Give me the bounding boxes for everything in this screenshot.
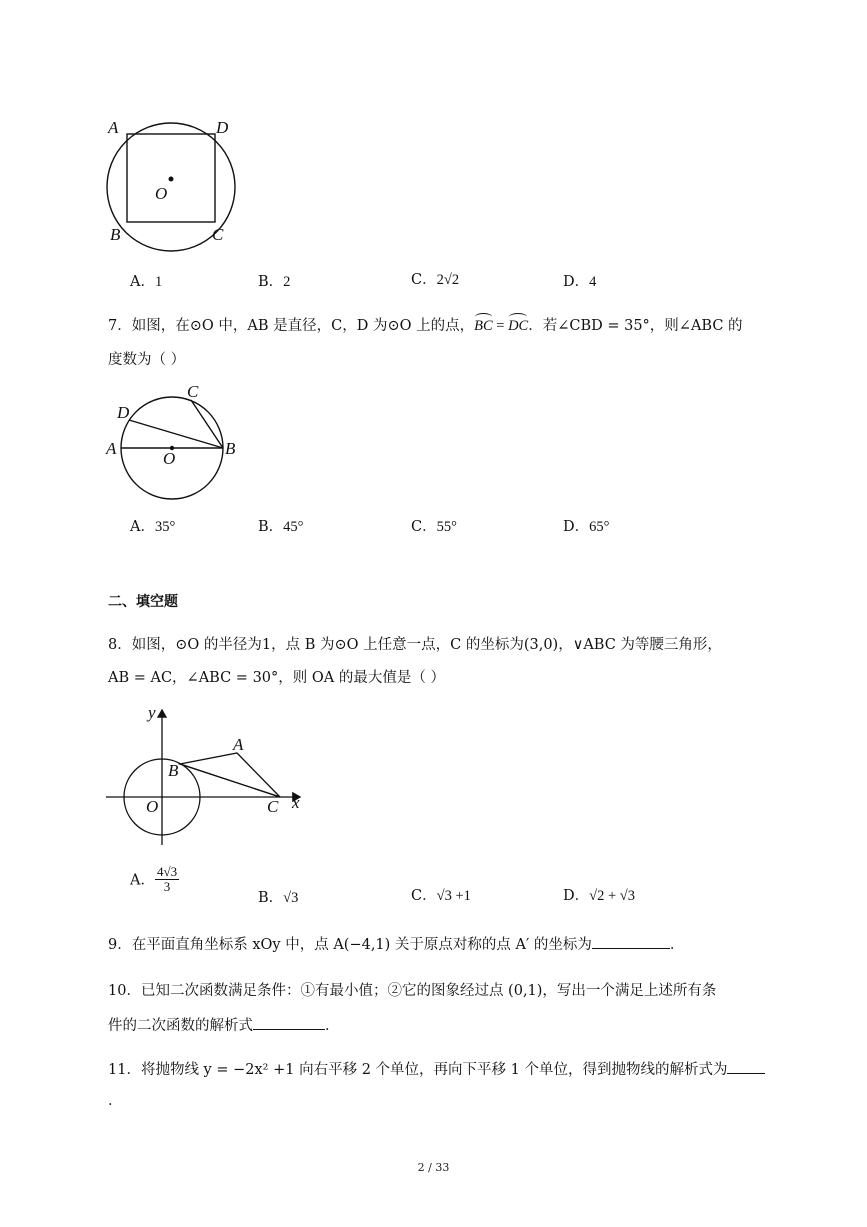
q10-text2: 件的二次函数的解析式 (108, 1018, 253, 1034)
label-d: D (117, 403, 130, 422)
q11-number: 11． (108, 1062, 141, 1078)
q6-option-c (411, 268, 459, 289)
chord-cb (191, 400, 223, 448)
label-a: A (233, 735, 244, 754)
q9-number: 9． (108, 937, 132, 953)
option-label: D． (563, 888, 590, 904)
option-label: D． (563, 274, 590, 290)
label-o: O (163, 449, 176, 468)
q9-line (108, 934, 684, 955)
option-label: C． (411, 272, 437, 288)
q7-text3: 度数为（ ） (108, 352, 186, 368)
label-c: C (267, 797, 279, 816)
q10-answer-blank[interactable] (253, 1015, 325, 1030)
q8-option-d (563, 884, 635, 905)
option-label: A． (130, 872, 155, 889)
q11-line (108, 1059, 765, 1080)
option-value: √3 +1 (436, 888, 471, 904)
q8-text1: 如图，⊙O 的半径为1，点 B 为⊙O 上任意一点，C 的坐标为(3,0)，∨ABC 为等腰三角形， (131, 637, 722, 653)
option-value: 4 (589, 274, 597, 290)
option-value: √2 + √3 (589, 888, 635, 904)
label-b: B (110, 225, 121, 244)
q6-option-d (563, 270, 596, 291)
q7-line1 (108, 317, 743, 336)
q8-option-b (258, 886, 298, 907)
label-d: D (216, 118, 229, 137)
option-value: 2√2 (436, 272, 460, 288)
q7-option-d (563, 515, 609, 536)
chord-db (129, 420, 223, 448)
q8-line1 (108, 636, 722, 655)
q11-text: 将抛物线 y = −2x² +1 向右平移 2 个单位，再向下平移 1 个单位，得到抛物线的解析式为 (140, 1062, 728, 1078)
q8-line2 (108, 669, 445, 688)
option-value: 1 (154, 274, 163, 290)
option-value: 65° (589, 519, 610, 535)
q7-number: 7． (108, 318, 132, 334)
option-value: 35° (154, 519, 176, 535)
q8-option-c (411, 884, 471, 905)
option-value: 55° (436, 519, 457, 535)
section-heading-fill-in: 二、填空题 (108, 594, 178, 610)
label-a: A (108, 118, 119, 137)
option-value: 2 (283, 274, 291, 290)
q7-option-b (258, 515, 303, 536)
q10-text1: 已知二次函数满足条件：①有最小值；②它的图象经过点 (0,1)，写出一个满足上述所有条 (140, 983, 717, 999)
q7-option-c (411, 515, 457, 536)
figure-q6-circle-square (100, 112, 250, 252)
q10-line1 (108, 982, 716, 1001)
fraction (155, 865, 179, 893)
q7-text1: 如图，在⊙O 中，AB 是直径，C，D 为⊙O 上的点， (131, 318, 475, 334)
label-b: B (168, 761, 179, 780)
option-label: B． (258, 274, 284, 290)
q8-text2: AB = AC，∠ABC = 30°，则 OA 的最大值是（ ） (108, 670, 445, 686)
q7-line2 (108, 351, 185, 370)
label-x: x (292, 793, 300, 812)
option-label: C． (411, 519, 437, 535)
q8-option-a (130, 865, 179, 893)
q9-end: ． (669, 937, 685, 953)
q7-text2: ．若∠CBD = 35°，则∠ABC 的 (528, 318, 743, 334)
q8-number: 8． (108, 637, 132, 653)
figure-q8-coordinate (100, 700, 310, 850)
label-c: C (212, 225, 224, 244)
option-value: √3 (283, 890, 299, 906)
q6-option-b (258, 270, 290, 291)
denominator: 3 (163, 878, 171, 894)
q10-number: 10． (108, 983, 141, 999)
option-label: D． (563, 519, 590, 535)
center-dot (169, 177, 174, 182)
numerator: 4√3 (156, 864, 178, 879)
q9-text: 在平面直角坐标系 xOy 中，点 A(−4,1) 关于原点对称的点 A′ 的坐标为 (131, 937, 592, 953)
label-y: y (148, 703, 156, 722)
label-o: O (155, 184, 168, 203)
segment-bc (180, 764, 280, 797)
q11-end: ． (108, 1093, 123, 1109)
label-a: A (106, 439, 117, 458)
triangle-abc (180, 753, 280, 797)
label-o: O (146, 797, 159, 816)
q7-option-a (130, 515, 175, 536)
arc-dc: DC (508, 318, 529, 334)
q6-option-a (130, 270, 162, 291)
q10-end: ． (325, 1018, 340, 1034)
option-label: A． (130, 274, 155, 290)
option-label: C． (411, 888, 437, 904)
option-label: A． (130, 519, 155, 535)
figure-q7-circle (103, 380, 253, 505)
page-number: 2 / 33 (417, 1161, 450, 1174)
q10-line2 (108, 1015, 340, 1036)
q11-answer-blank[interactable] (727, 1059, 765, 1074)
label-b: B (225, 439, 236, 458)
option-label: B． (258, 890, 284, 906)
q11-end-line (108, 1092, 123, 1111)
q9-answer-blank[interactable] (592, 934, 670, 949)
option-value: 45° (283, 519, 304, 535)
q7-equals: = (492, 318, 509, 334)
label-c: C (187, 382, 199, 401)
arc-bc: BC (474, 318, 493, 334)
option-label: B． (258, 519, 284, 535)
